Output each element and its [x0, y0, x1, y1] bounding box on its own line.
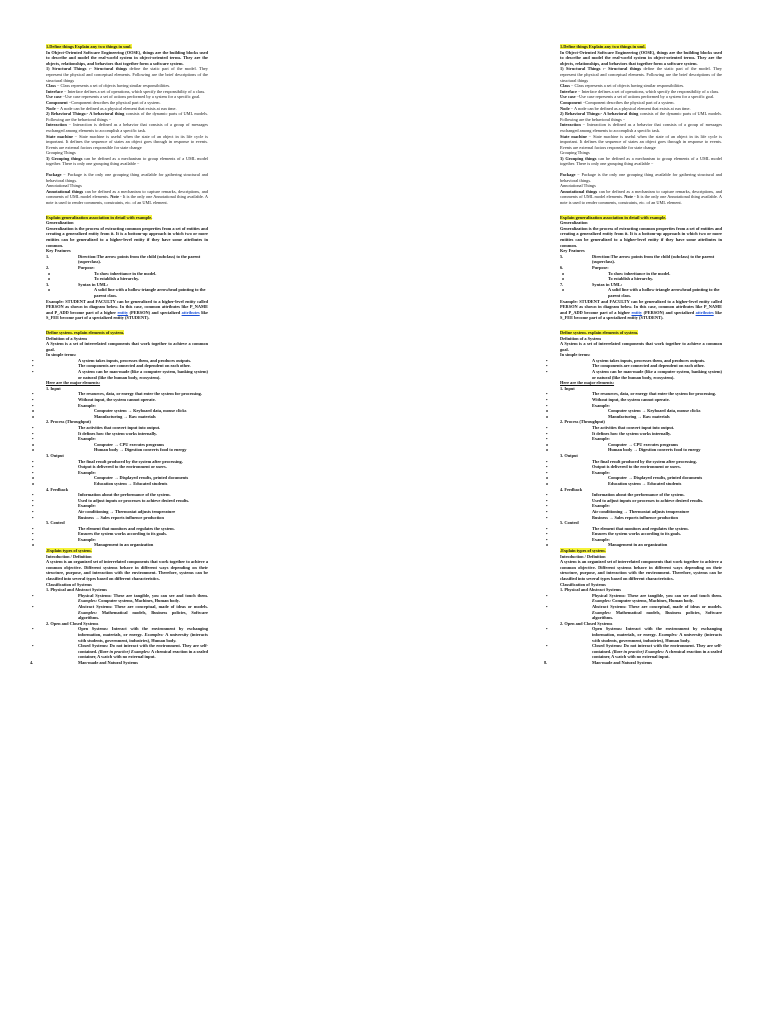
kf-syntax: 3. Syntax in UML: [46, 281, 109, 287]
interaction-def: Interaction − Interaction is defined as a behavior that consists of a group of messages exchanged among elements to accomplish a specific task. [560, 122, 722, 133]
sys-def-text: A System is a set of interrelated components that work together to achieve a common goal. [46, 341, 208, 352]
kf-direction: 5. Direction:The arrow points from the child (subclass) to the parent (superclass). [560, 253, 715, 265]
output-title: 3. Output [560, 452, 578, 458]
physical-systems: • Physical Systems: These are tangible, you can see and touch them. Examples: Computer systems, Machines, Human body. [560, 593, 722, 604]
interaction-def: Interaction − Interaction is defined as a behavior that consists of a group of messages exchanged among elements to accomplish a specific task. [46, 122, 208, 133]
output-item-1: • The final result produced by the system after processing. [560, 459, 722, 465]
kf-purpose-2: o To establish a hierarchy. [576, 276, 722, 282]
process-example: • Example: [46, 436, 208, 442]
q3-heading: Define system. explain elements of system. [560, 329, 639, 335]
intro-def: Introduction / Definition [46, 553, 92, 559]
classification: Classification of Systems [46, 581, 92, 587]
grouping-title: Grouping Things [560, 150, 590, 156]
output-example-1: o Computer → Displayed results, printed documents [560, 475, 722, 481]
process-item-1: • The activities that convert input into output. [560, 425, 722, 431]
oc-title: 2. Open and Closed Systems [46, 620, 99, 626]
kf-purpose-1: o To show inheritance in the model. [576, 271, 722, 277]
node-def: Node − A node can be defined as a physical element that exists at run time. [560, 105, 691, 111]
output-item-2: • Output is delivered to the environment or users. [46, 464, 208, 470]
output-example: • Example: [46, 470, 208, 476]
simple-term-2: • The components are connected and dependent on each other. [46, 363, 208, 369]
q2-heading: Explain generalization association in detail with example. [46, 214, 153, 220]
component-def: Component −Component describes the physical part of a system. [560, 99, 675, 105]
abstract-systems: • Abstract Systems: These are conceptual, made of ideas or models. Examples: Mathematical models, Business policies, Software algorithms. [46, 604, 208, 621]
simple-term-1: • A system takes inputs, processes them, and produces outputs. [560, 358, 722, 364]
input-item-1: • The resources, data, or energy that enter the system for processing. [46, 391, 208, 397]
feedback-example: • Example: [560, 503, 722, 509]
simple-terms: In simple terms: [46, 352, 77, 358]
component-def: Component −Component describes the physical part of a system. [46, 99, 161, 105]
closed-systems: • Closed Systems: Do not interact with the environment. They are self-contained. (Rare in practice) Examples: A chemical reaction in a sealed container, A watch with no external input. [46, 643, 208, 660]
simple-term-3: • A system can be man-made (like a computer system, banking system) or natural (like the human body, ecosystem). [46, 369, 208, 380]
feedback-item-1: • Information about the performance of the system. [46, 492, 208, 498]
process-title: 2. Process (Throughput) [46, 419, 91, 425]
process-example: • Example: [560, 436, 722, 442]
control-example-1: o Management in an organization [46, 542, 208, 548]
process-example-1: o Computer → CPU executes programs [46, 442, 208, 448]
input-example: • Example: [560, 403, 722, 409]
input-example-1: o Computer system → Keyboard data, mouse clicks [560, 408, 722, 414]
control-item-1: • The element that monitors and regulates the system. [560, 526, 722, 532]
oc-title: 2. Open and Closed Systems [560, 620, 613, 626]
right-column [544, 44, 723, 666]
gen-text: Generalization is the process of extracting common properties from a set of entities and creating a generalized entity from it. It is a bottom-up approach in which two or more entities can be generalized to a higher-level entity if they have some attributes in common. [46, 225, 208, 248]
kf-purpose-1: o To show inheritance in the model. [62, 271, 208, 277]
major-elements: Here are the major elements: [46, 380, 101, 386]
gen-example: Example: STUDENT and FACULTY can be generalized to a higher-level entity called PERSON as shown in diagram below. In this case, common attributes like P_NAME and P_ADD become part of a higher entity (PERSON) and specialized attributes like S_FEE become part of a specialized entity (STUDENT). [560, 298, 722, 321]
usecase-def: Use case −Use case represents a set of actions performed by a system for a specific goal. [560, 94, 715, 100]
behavioral-things: 2) Behavioral Things:- A behavioral thing consists of the dynamic parts of UML models. Following are the behavioral things − [46, 111, 208, 122]
feedback-item-2: • Used to adjust inputs or processes to achieve desired results. [560, 498, 722, 504]
pa-title: 1. Physical and Abstract Systems [46, 587, 107, 593]
control-title: 5. Control [46, 520, 65, 526]
output-item-2: • Output is delivered to the environment or users. [560, 464, 722, 470]
process-example-2: o Human body → Digestion converts food to energy [560, 447, 722, 453]
behavioral-things: 2) Behavioral Things:- A behavioral thing consists of the dynamic parts of UML models. Following are the behavioral things − [560, 111, 722, 122]
kf-syntax-1: o A solid line with a hollow triangle arrowhead pointing to the parent class. [576, 287, 722, 298]
output-example: • Example: [560, 470, 722, 476]
kf-purpose: 2. Purpose: [46, 264, 95, 270]
feedback-example-2: • Business → Sales reports influence production [560, 515, 722, 521]
q1-intro: In Object-Oriented Software Engineering (OOSE), things are the building blocks used to describe and model the real-world system in object-oriented terms. They are the objects, relationships, and behaviors that together form a software system. [46, 49, 208, 66]
entity-link[interactable]: entity [117, 309, 129, 315]
process-item-2: • It defines how the system works internally. [46, 431, 208, 437]
intro-text: A system is an organized set of interrelated components that work together to achieve a common objective. Different systems behave in different ways depending on their structure, purpose, and interaction with the environment. Therefore, systems can be classified into several types based on different characteristics. [560, 559, 722, 582]
mn-title: 8. Man-made and Natural Systems [544, 659, 652, 665]
process-item-1: • The activities that convert input into output. [46, 425, 208, 431]
q4-heading: .Explain types of system. [46, 548, 92, 554]
input-item-2: • Without input, the system cannot operate. [560, 397, 722, 403]
interface-def: Interface − Interface defines a set of operations, which specify the responsibility of a class. [46, 88, 206, 94]
feedback-item-2: • Used to adjust inputs or processes to achieve desired results. [46, 498, 208, 504]
intro-text: A system is an organized set of interrelated components that work together to achieve a common objective. Different systems behave in different ways depending on their structure, purpose, and interaction with the environment. Therefore, systems can be classified into several types based on different characteristics. [46, 559, 208, 582]
usecase-def: Use case −Use case represents a set of actions performed by a system for a specific goal. [46, 94, 201, 100]
control-example: • Example: [560, 537, 722, 543]
left-column [30, 44, 209, 666]
simple-term-1: • A system takes inputs, processes them, and produces outputs. [46, 358, 208, 364]
open-systems: • Open Systems: Interact with the environment by exchanging information, materials, or energy. Examples: A university (interacts with students, government, industries), Human body. [46, 626, 208, 643]
q3-heading: Define system. explain elements of system. [46, 329, 125, 335]
kf-direction: 1. Direction:The arrow points from the child (subclass) to the parent (superclass). [46, 253, 201, 265]
sys-def-text: A System is a set of interrelated components that work together to achieve a common goal. [560, 341, 722, 352]
simple-term-3: • A system can be man-made (like a computer system, banking system) or natural (like the human body, ecosystem). [560, 369, 722, 380]
q2-heading: Explain generalization association in detail with example. [560, 214, 667, 220]
feedback-example-2: • Business → Sales reports influence production [46, 515, 208, 521]
structural-things: 1) Structural Things :- Structural things define the static part of the model. They represent the physical and conceptual elements. Following are the brief descriptions of the structural things [560, 66, 722, 83]
q4-heading: .Explain types of system. [560, 548, 606, 554]
class-def: Class − Class represents a set of objects having similar responsibilities. [46, 83, 171, 89]
output-item-1: • The final result produced by the system after processing. [46, 459, 208, 465]
grouping-things: 3) Grouping things can be defined as a mechanism to group elements of a UML model together. There is only one grouping thing available − [46, 155, 208, 167]
output-title: 3. Output [46, 452, 64, 458]
feedback-title: 4. Feedback [560, 486, 583, 492]
open-systems: • Open Systems: Interact with the environment by exchanging information, materials, or energy. Examples: A university (interacts with students, government, industries), Human body. [560, 626, 722, 643]
output-example-1: o Computer → Displayed results, printed documents [46, 475, 208, 481]
control-item-2: • Ensures the system works according to its goals. [46, 531, 208, 537]
control-title: 5. Control [560, 520, 579, 526]
process-title: 2. Process (Throughput) [560, 419, 605, 425]
control-example: • Example: [46, 537, 208, 543]
package-def: Package − Package is the only one grouping thing available for gathering structural and behavioral things. [46, 172, 208, 183]
kf-syntax-1: o A solid line with a hollow triangle arrowhead pointing to the parent class. [62, 287, 208, 298]
kf-purpose: 6. Purpose: [560, 264, 609, 270]
abstract-systems: • Abstract Systems: These are conceptual, made of ideas or models. Examples: Mathematical models, Business policies, Software algorithms. [560, 604, 722, 621]
key-features: Key Features [46, 248, 71, 254]
class-def: Class − Class represents a set of objects having similar responsibilities. [560, 83, 685, 89]
statemachine-def: State machine − State machine is useful when the state of an object in its life cycle is important. It defines the sequence of states an object goes through in response to events. Events are external factors responsible for state change [560, 133, 722, 150]
annotational-title: Annotational Things [46, 183, 82, 189]
input-item-2: • Without input, the system cannot operate. [46, 397, 208, 403]
node-def: Node − A node can be defined as a physical element that exists at run time. [46, 105, 177, 111]
process-item-2: • It defines how the system works internally. [560, 431, 722, 437]
output-example-2: o Education system → Educated students [46, 481, 208, 487]
input-title: 1. Input [46, 385, 61, 391]
q1-heading: 1.Define things Explain any two things in uml. [46, 44, 132, 49]
feedback-title: 4. Feedback [46, 486, 69, 492]
simple-terms: In simple terms: [560, 352, 591, 358]
sys-def-title: Definition of a System [560, 335, 601, 341]
control-item-1: • The element that monitors and regulates the system. [46, 526, 208, 532]
output-example-2: o Education system → Educated students [560, 481, 722, 487]
input-item-1: • The resources, data, or energy that enter the system for processing. [560, 391, 722, 397]
kf-syntax: 7. Syntax in UML: [560, 281, 623, 287]
closed-systems: • Closed Systems: Do not interact with the environment. They are self-contained. (Rare in practice) Examples: A chemical reaction in a sealed container, A watch with no external input. [560, 643, 722, 660]
feedback-example-1: • Air conditioning → Thermostat adjusts temperature [560, 509, 722, 515]
interface-def: Interface − Interface defines a set of operations, which specify the responsibility of a class. [560, 88, 720, 94]
gen-title: Generalization [560, 220, 588, 226]
feedback-item-1: • Information about the performance of the system. [560, 492, 722, 498]
key-features: Key Features [560, 248, 585, 254]
statemachine-def: State machine − State machine is useful when the state of an object in its life cycle is important. It defines the sequence of states an object goes through in response to events. Events are external factors responsible for state change [46, 133, 208, 150]
feedback-example: • Example: [46, 503, 208, 509]
annotational-def: Annotational things can be defined as a mechanism to capture remarks, descriptions, and comments of UML model elements. Note - It is the only one Annotational thing available. A note is used to render comments, constraints, etc. of an UML element. [560, 188, 722, 206]
input-example-1: o Computer system → Keyboard data, mouse clicks [46, 408, 208, 414]
entity-link[interactable]: entity [631, 309, 643, 315]
input-example-2: o Manufacturing → Raw materials [46, 414, 208, 420]
intro-def: Introduction / Definition [560, 553, 606, 559]
annotational-def: Annotational things can be defined as a mechanism to capture remarks, descriptions, and comments of UML model elements. Note - It is the only one Annotational thing available. A note is used to render comments, constraints, etc. of an UML element. [46, 188, 208, 206]
gen-example: Example: STUDENT and FACULTY can be generalized to a higher-level entity called PERSON as shown in diagram below. In this case, common attributes like P_NAME and P_ADD become part of a higher entity (PERSON) and specialized attributes like S_FEE become part of a specialized entity (STUDENT). [46, 298, 208, 321]
process-example-1: o Computer → CPU executes programs [560, 442, 722, 448]
pa-title: 1. Physical and Abstract Systems [560, 587, 621, 593]
control-item-2: • Ensures the system works according to its goals. [560, 531, 722, 537]
classification: Classification of Systems [560, 581, 606, 587]
input-title: 1. Input [560, 385, 575, 391]
gen-text: Generalization is the process of extracting common properties from a set of entities and creating a generalized entity from it. It is a bottom-up approach in which two or more entities can be generalized to a higher-level entity if they have some attributes in common. [560, 225, 722, 248]
simple-term-2: • The components are connected and dependent on each other. [560, 363, 722, 369]
input-example-2: o Manufacturing → Raw materials [560, 414, 722, 420]
sys-def-title: Definition of a System [46, 335, 87, 341]
mn-title: 4. Man-made and Natural Systems [30, 659, 138, 665]
q1-intro: In Object-Oriented Software Engineering (OOSE), things are the building blocks used to describe and model the real-world system in object-oriented terms. They are the objects, relationships, and behaviors that together form a software system. [560, 49, 722, 66]
grouping-title: Grouping Things [46, 150, 76, 156]
process-example-2: o Human body → Digestion converts food to energy [46, 447, 208, 453]
grouping-things: 3) Grouping things can be defined as a mechanism to group elements of a UML model together. There is only one grouping thing available − [560, 155, 722, 167]
attributes-link[interactable]: attributes [181, 309, 200, 315]
major-elements: Here are the major elements: [560, 380, 615, 386]
kf-purpose-2: o To establish a hierarchy. [62, 276, 208, 282]
attributes-link[interactable]: attributes [695, 309, 714, 315]
annotational-title: Annotational Things [560, 183, 596, 189]
structural-things: 1) Structural Things :- Structural things define the static part of the model. They represent the physical and conceptual elements. Following are the brief descriptions of the structural things [46, 66, 208, 83]
control-example-1: o Management in an organization [560, 542, 722, 548]
feedback-example-1: • Air conditioning → Thermostat adjusts temperature [46, 509, 208, 515]
package-def: Package − Package is the only one grouping thing available for gathering structural and behavioral things. [560, 172, 722, 183]
physical-systems: • Physical Systems: These are tangible, you can see and touch them. Examples: Computer systems, Machines, Human body. [46, 593, 208, 604]
q1-heading: 1.Define things Explain any two things in uml. [560, 44, 646, 49]
gen-title: Generalization [46, 220, 74, 226]
input-example: • Example: [46, 403, 208, 409]
